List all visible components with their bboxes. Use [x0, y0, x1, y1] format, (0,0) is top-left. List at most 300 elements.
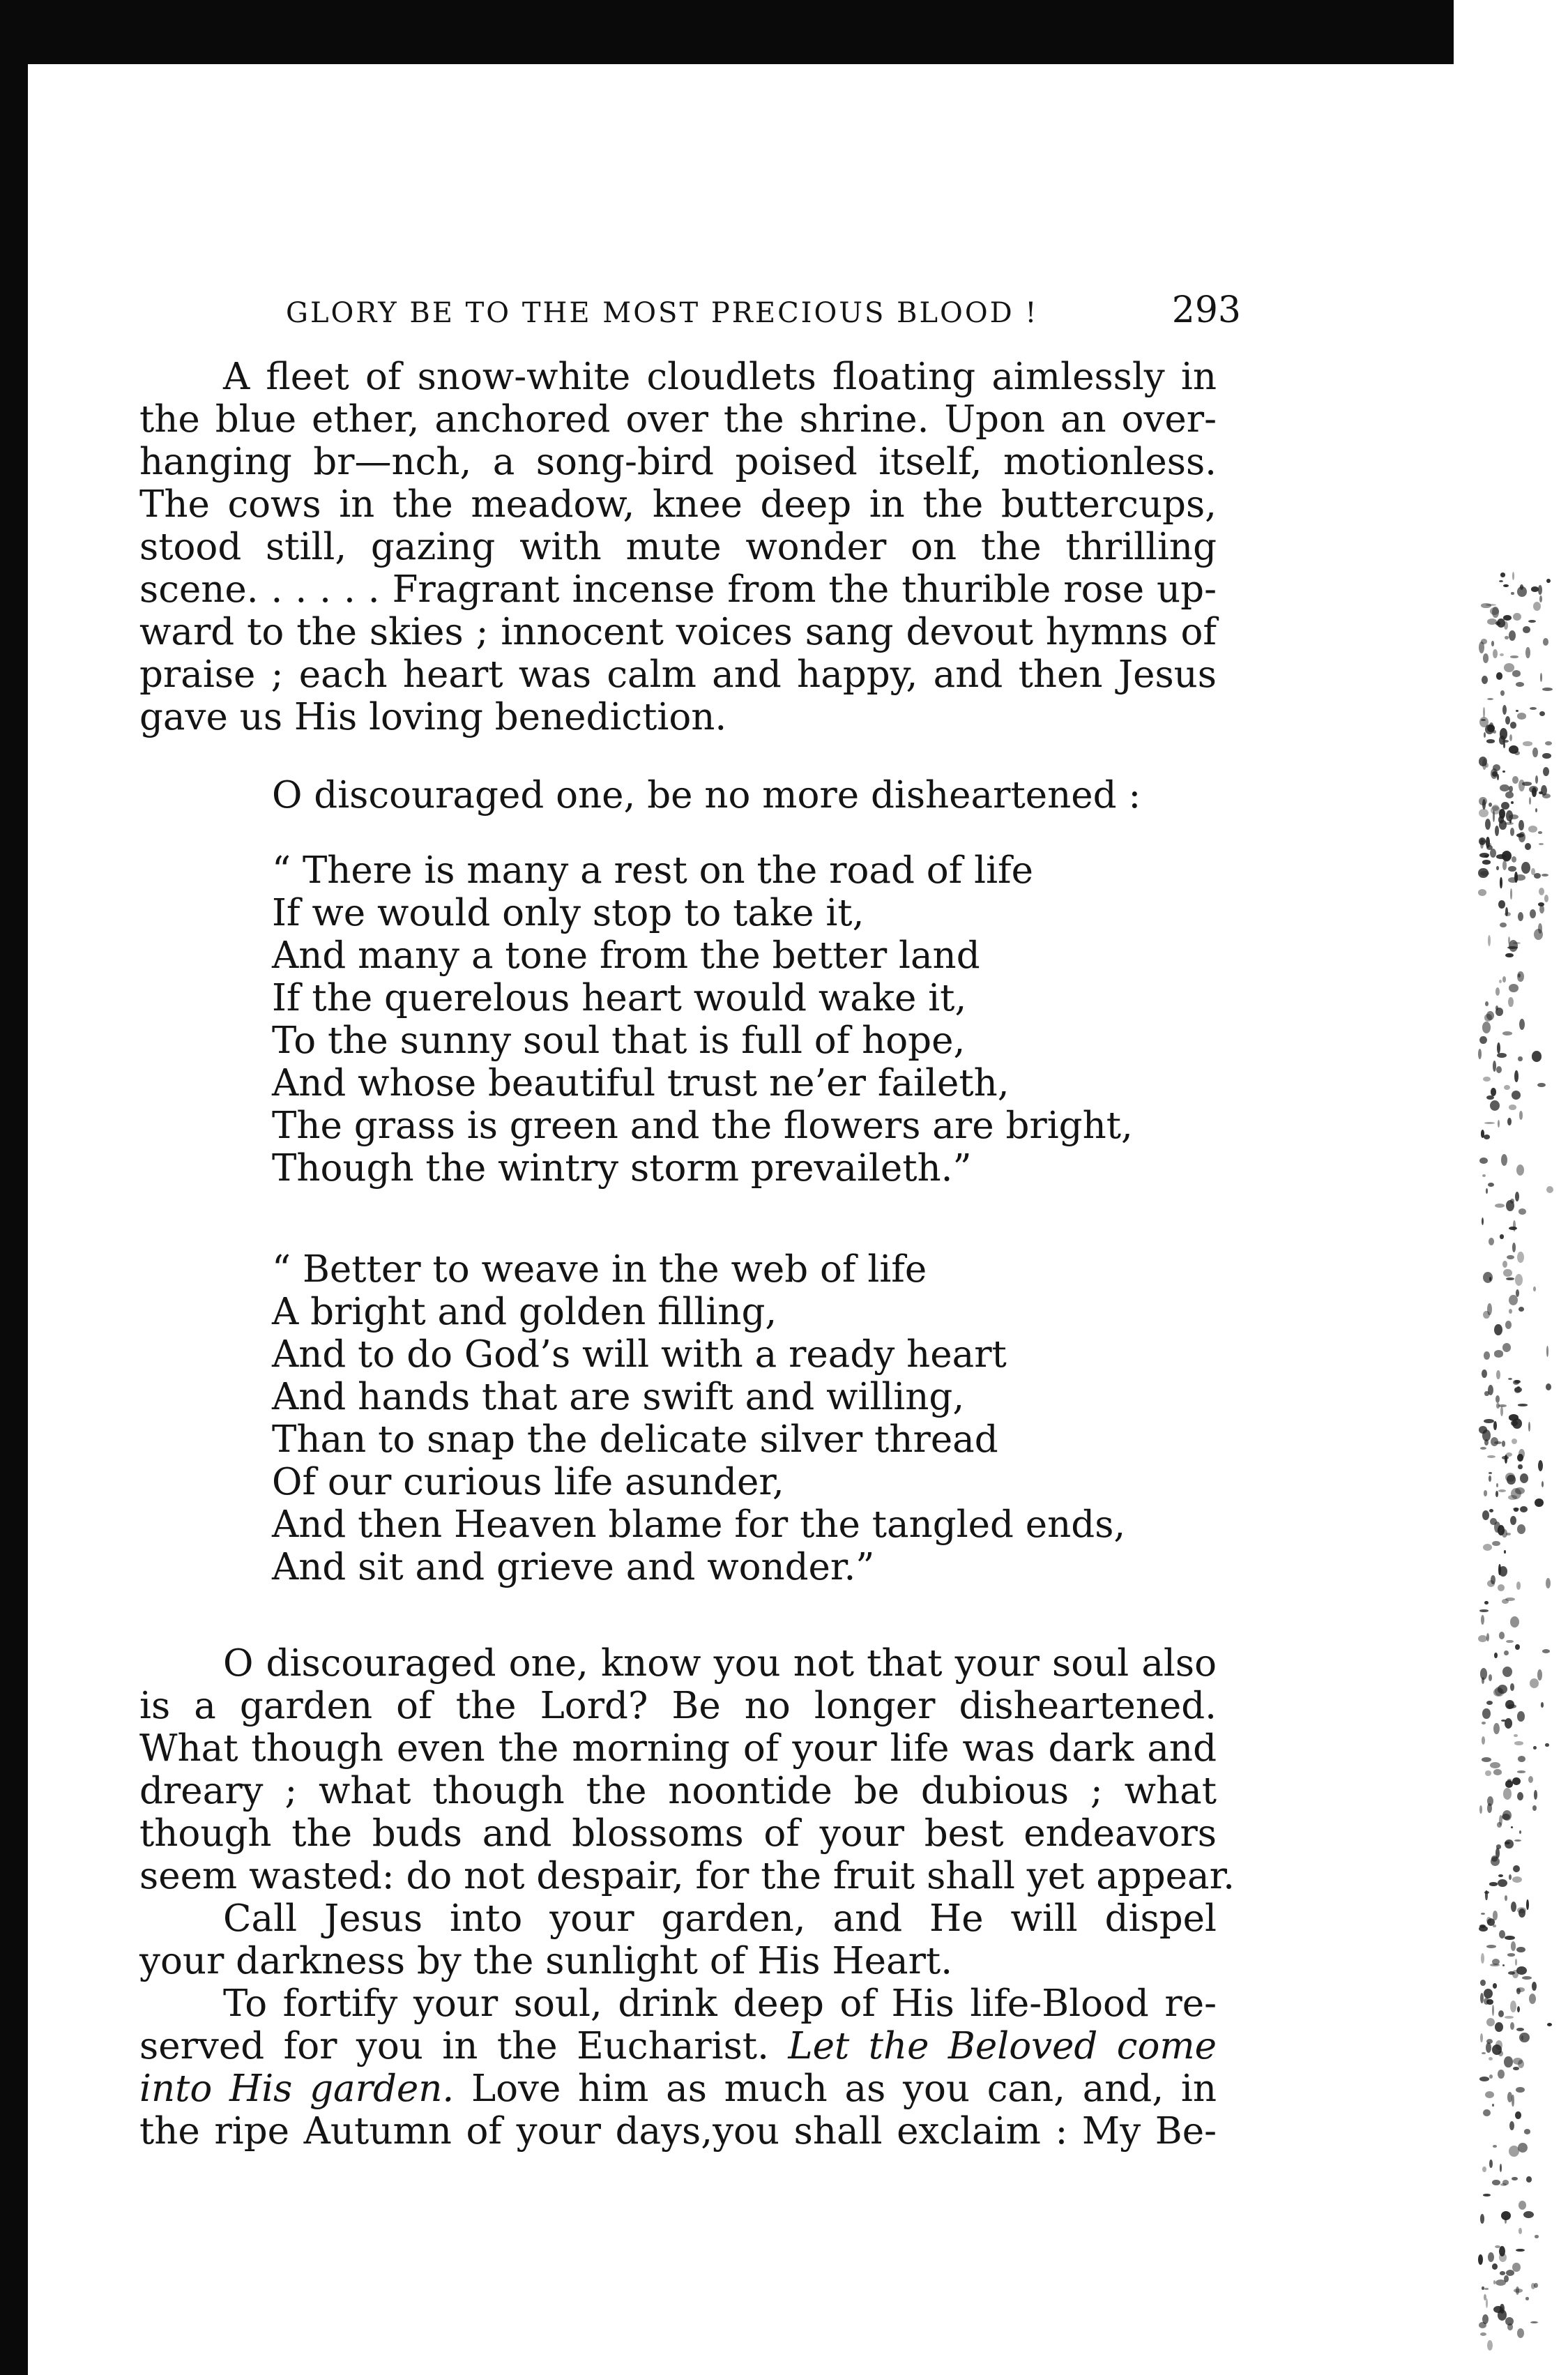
scan-speck: [1484, 1419, 1493, 1423]
scan-speck: [1546, 1383, 1551, 1390]
scan-speck: [1492, 2005, 1494, 2016]
scan-speck: [1515, 2111, 1521, 2119]
scan-speck: [1499, 980, 1502, 983]
scan-speck: [1483, 653, 1489, 663]
scan-speck: [1502, 1031, 1512, 1035]
scan-speck: [1532, 787, 1537, 796]
scan-speck: [1510, 722, 1516, 729]
scan-speck: [1525, 647, 1530, 658]
scan-speck: [1496, 866, 1499, 870]
text-line: hanging br—nch, a song-bird poised itself, motionless.: [139, 441, 1217, 483]
verse-line: “ There is many a rest on the road of life: [272, 849, 1034, 892]
scan-speck: [1542, 1481, 1544, 1487]
scan-speck: [1481, 719, 1486, 721]
scan-speck: [1479, 1805, 1482, 1814]
scan-speck: [1479, 642, 1484, 653]
scan-speck: [1512, 670, 1521, 677]
scan-speck: [1502, 1599, 1509, 1604]
scan-speck: [1519, 1019, 1525, 1030]
scan-speck: [1489, 1475, 1492, 1482]
scan-speck: [1482, 1369, 1487, 1379]
scan-speck: [1517, 2006, 1520, 2013]
scan-speck: [1480, 2332, 1486, 2336]
scan-speck: [1495, 1006, 1498, 1010]
scan-speck: [1483, 1272, 1493, 1283]
scan-speck: [1523, 626, 1530, 633]
scan-speck: [1502, 1261, 1507, 1268]
scan-speck: [1492, 2263, 1498, 2270]
scan-speck: [1505, 791, 1514, 798]
scan-speck: [1478, 1635, 1487, 1643]
scan-speck: [1515, 1192, 1519, 1201]
scan-speck: [1510, 2001, 1516, 2012]
scan-speck: [1510, 1683, 1514, 1691]
scan-speck: [1483, 1544, 1492, 1551]
scan-speck: [1506, 1277, 1514, 1281]
scan-speck: [1498, 1685, 1507, 1693]
scan-speck: [1485, 1770, 1491, 1775]
scan-speck: [1500, 2164, 1502, 2173]
scan-speck: [1543, 767, 1550, 776]
scan-speck: [1542, 874, 1549, 877]
scan-speck: [1516, 2249, 1525, 2252]
scan-speck: [1533, 1287, 1536, 1291]
scan-speck: [1513, 613, 1521, 621]
scan-speck: [1497, 1042, 1500, 1054]
scan-speck: [1514, 1508, 1518, 1511]
scan-speck: [1506, 1640, 1514, 1644]
scan-speck: [1518, 1464, 1523, 1470]
scan-speck: [1504, 2056, 1512, 2068]
scan-speck: [1539, 711, 1545, 716]
scan-speck: [1546, 1578, 1551, 1588]
scan-speck: [1531, 2283, 1536, 2290]
scan-speck: [1525, 2297, 1530, 2300]
scan-speck: [1503, 742, 1506, 748]
scan-speck: [1512, 1777, 1521, 1785]
scan-speck: [1482, 1022, 1491, 1033]
scan-speck: [1482, 2052, 1486, 2054]
scan-speck: [1519, 1830, 1521, 1834]
scan-speck: [1505, 1839, 1514, 1849]
scan-speck: [1505, 1455, 1507, 1464]
scan-speck: [1489, 2160, 1493, 2169]
text-line: the ripe Autumn of your days,you shall exclaim : My Be-: [139, 2110, 1217, 2153]
scan-speck: [1534, 1790, 1538, 1800]
scan-speck: [1479, 1036, 1487, 1045]
scan-speck: [1491, 641, 1494, 646]
scan-speck: [1502, 976, 1506, 982]
scan-speck: [1500, 1406, 1503, 1416]
text-line: Call Jesus into your garden, and He will dispel: [223, 1897, 1217, 1940]
scan-speck: [1511, 592, 1514, 595]
scan-speck: [1495, 1204, 1505, 1208]
scan-speck: [1489, 2074, 1493, 2079]
scan-speck: [1502, 1343, 1511, 1352]
scan-speck: [1497, 774, 1499, 780]
scan-speck: [1492, 1541, 1500, 1547]
scan-speck: [1500, 2271, 1505, 2275]
scan-speck: [1544, 895, 1549, 902]
scan-speck: [1510, 1516, 1516, 1526]
scan-speck: [1517, 1711, 1525, 1722]
scan-speck: [1516, 1987, 1525, 1992]
scan-speck: [1502, 2180, 1509, 2185]
scan-speck: [1498, 1120, 1500, 1128]
scan-speck: [1504, 1085, 1510, 1090]
scan-speck: [1485, 1001, 1489, 1006]
scan-speck: [1518, 1404, 1528, 1406]
verse-line: If we would only stop to take it,: [272, 892, 865, 934]
scan-speck: [1485, 763, 1489, 768]
scan-speck: [1513, 2058, 1523, 2065]
scan-speck: [1487, 2340, 1493, 2351]
scan-speck: [1484, 732, 1486, 738]
scan-speck: [1479, 1158, 1488, 1164]
text-line: the blue ether, anchored over the shrine. Upon an over-: [139, 398, 1217, 441]
scan-speck: [1514, 2289, 1523, 2293]
scan-speck: [1511, 1488, 1521, 1499]
scan-speck: [1546, 579, 1551, 583]
scan-speck: [1499, 1632, 1505, 1639]
scan-speck: [1500, 2304, 1505, 2314]
scan-speck: [1482, 1510, 1490, 1520]
italic-text-run: Let the Beloved come: [788, 2025, 1217, 2067]
text-line: O discouraged one, know you not that your soul also: [223, 1642, 1217, 1685]
scan-speck: [1493, 2145, 1497, 2148]
scan-speck: [1510, 1199, 1514, 1204]
scan-speck: [1535, 2235, 1539, 2238]
text-line: seem wasted: do not despair, for the fruit shall yet appear.: [139, 1855, 1235, 1897]
scan-speck: [1480, 1668, 1487, 1680]
scan-speck: [1499, 1566, 1507, 1577]
scan-speck: [1514, 1734, 1518, 1737]
text-line: gave us His loving benediction.: [139, 696, 727, 738]
scan-speck: [1516, 2087, 1525, 2093]
scan-speck: [1478, 1049, 1482, 1059]
scan-speck: [1482, 860, 1491, 864]
scan-speck: [1482, 676, 1489, 685]
scan-speck: [1484, 1439, 1489, 1446]
scan-speck: [1511, 1420, 1518, 1426]
scan-speck: [1487, 1455, 1495, 1458]
verse-line: And sit and grieve and wonder.”: [272, 1546, 875, 1588]
scan-speck: [1512, 856, 1517, 863]
scan-speck: [1499, 1815, 1502, 1826]
scan-speck: [1525, 843, 1531, 851]
scan-speck: [1492, 2104, 1495, 2107]
scan-speck: [1509, 630, 1516, 641]
scan-speck: [1514, 1070, 1518, 1082]
verse-line: And hands that are swift and willing,: [272, 1376, 965, 1418]
scan-speck: [1493, 1769, 1502, 1775]
scan-speck: [1489, 1472, 1492, 1475]
scan-speck: [1514, 872, 1518, 883]
scan-speck: [1512, 1876, 1522, 1883]
scan-speck: [1530, 707, 1537, 710]
scan-speck: [1489, 1509, 1493, 1512]
scan-speck: [1513, 2067, 1519, 2070]
scan-speck: [1519, 1111, 1523, 1119]
scan-speck: [1486, 2018, 1495, 2026]
scan-speck: [1502, 1810, 1512, 1821]
scan-speck: [1546, 1186, 1553, 1194]
scan-speck: [1505, 716, 1510, 724]
scan-speck: [1502, 705, 1507, 715]
verse-line: “ Better to weave in the web of life: [272, 1248, 927, 1291]
scan-speck: [1518, 1056, 1523, 1062]
scan-speck: [1483, 2109, 1491, 2117]
verse-line: To the sunny soul that is full of hope,: [272, 1019, 966, 1062]
scan-speck: [1482, 1736, 1486, 1745]
scan-speck: [1518, 1307, 1524, 1312]
scan-speck: [1519, 2033, 1530, 2042]
scan-speck: [1498, 1874, 1503, 1877]
scan-speck: [1506, 1533, 1511, 1535]
scan-speck: [1484, 2288, 1488, 2291]
scan-speck: [1516, 833, 1524, 837]
scan-speck: [1484, 1989, 1493, 1998]
text-run: served for you in the Eucharist.: [139, 2025, 769, 2067]
scan-speck: [1503, 1788, 1512, 1800]
scan-speck: [1512, 1439, 1517, 1444]
scan-speck: [1480, 871, 1489, 876]
scan-speck: [1509, 1105, 1517, 1110]
scan-speck: [1509, 1227, 1517, 1230]
scan-speck: [1513, 1865, 1520, 1872]
scan-speck: [1500, 690, 1505, 697]
scan-speck: [1492, 2180, 1500, 2186]
text-line: stood still, gazing with mute wonder on the thrilling: [139, 526, 1217, 568]
scan-speck: [1517, 1454, 1523, 1462]
scan-speck: [1496, 1844, 1502, 1849]
scan-speck: [1491, 1088, 1497, 1096]
scan-speck: [1534, 929, 1543, 940]
scan-speck: [1505, 953, 1514, 958]
scan-speck: [1486, 2042, 1491, 2054]
scan-speck: [1510, 828, 1514, 836]
verse-line: And many a tone from the better land: [272, 934, 980, 977]
scan-speck: [1502, 1964, 1505, 1966]
verse-line: And whose beautiful trust ne’er faileth,: [272, 1062, 1010, 1105]
scan-speck: [1482, 1708, 1490, 1719]
scan-speck: [1483, 707, 1486, 718]
scan-speck: [1491, 1575, 1495, 1584]
scan-speck: [1486, 1095, 1494, 1100]
scan-speck: [1511, 1826, 1513, 1828]
scan-speck: [1498, 1404, 1507, 1407]
scan-speck: [1539, 888, 1545, 896]
scan-speck: [1528, 620, 1537, 623]
scan-speck: [1535, 775, 1538, 783]
scan-speck: [1532, 748, 1538, 758]
scan-edge-noise: [1450, 572, 1555, 2343]
scan-speck: [1481, 1913, 1485, 1915]
scan-speck: [1486, 1701, 1493, 1705]
scan-speck: [1505, 1895, 1507, 1901]
scan-speck: [1533, 602, 1541, 612]
scan-speck: [1496, 1370, 1500, 1379]
verse-line: Of our curious life asunder,: [272, 1461, 784, 1503]
scan-speck: [1515, 1644, 1520, 1651]
text-line: [139, 2025, 1217, 2067]
scan-speck: [1484, 1490, 1488, 1496]
scan-speck: [1516, 710, 1518, 712]
scan-speck: [1485, 819, 1491, 830]
scan-speck: [1500, 653, 1504, 656]
italic-text-run: into His garden.: [139, 2067, 455, 2110]
scan-speck: [1509, 2121, 1514, 2130]
scan-speck: [1479, 1609, 1489, 1612]
closing-paragraphs: [139, 1642, 1235, 2153]
verse-line: And then Heaven blame for the tangled ends,: [272, 1503, 1126, 1546]
page-number: 293: [1171, 289, 1241, 331]
scan-speck: [1480, 2214, 1484, 2224]
scan-speck: [1480, 839, 1484, 849]
scan-speck: [1496, 672, 1502, 679]
scan-speck: [1535, 1498, 1544, 1507]
scan-speck: [1516, 1947, 1525, 1952]
scan-speck: [1532, 1805, 1537, 1811]
scan-speck: [1505, 912, 1512, 917]
scan-speck: [1496, 1066, 1502, 1074]
scan-speck: [1486, 2298, 1488, 2308]
scan-speck: [1512, 1091, 1521, 1100]
scan-speck: [1530, 1678, 1539, 1688]
scan-speck: [1542, 794, 1551, 798]
scan-speck: [1509, 2146, 1519, 2157]
scan-speck: [1488, 935, 1491, 946]
scan-speck: [1517, 1792, 1523, 1800]
text-line: A fleet of snow-white cloudlets floating aimlessly in: [223, 356, 1217, 398]
scan-speck: [1498, 1879, 1507, 1887]
scan-speck: [1495, 2022, 1503, 2032]
scan-speck: [1480, 1447, 1486, 1450]
text-line: is a garden of the Lord? Be no longer disheartened.: [139, 1685, 1217, 1727]
scan-speck: [1498, 900, 1505, 908]
scan-speck: [1510, 2022, 1514, 2031]
scan-speck: [1504, 1550, 1507, 1554]
scan-speck: [1509, 734, 1512, 741]
verse-line: And to do God’s will with a ready heart: [272, 1333, 1007, 1376]
scan-speck: [1503, 1269, 1512, 1277]
scan-speck: [1478, 889, 1486, 896]
scan-speck: [1498, 2051, 1503, 2057]
scan-speck: [1540, 673, 1542, 682]
scan-speck: [1484, 1135, 1490, 1139]
scan-speck: [1481, 1953, 1485, 1964]
scan-speck: [1507, 1953, 1516, 1956]
scan-speck: [1545, 741, 1552, 745]
scan-speck: [1510, 1616, 1519, 1628]
scan-speck: [1517, 586, 1527, 597]
scan-speck: [1482, 1757, 1492, 1762]
scan-speck: [1539, 905, 1544, 913]
scan-speck: [1517, 1386, 1520, 1388]
scan-speck: [1480, 1980, 1486, 1987]
scan-speck: [1486, 1011, 1494, 1021]
scan-speck: [1541, 1702, 1544, 1708]
paragraph-1: [139, 356, 1217, 738]
scan-speck: [1498, 1489, 1506, 1492]
intro-line: O discouraged one, be no more disheartened :: [272, 774, 1141, 817]
verse-2: [272, 1248, 1125, 1588]
scan-speck: [1493, 1925, 1496, 1928]
scan-speck: [1529, 1994, 1536, 2004]
scan-speck: [1485, 2091, 1494, 2098]
scan-speck: [1543, 638, 1549, 646]
scan-speck: [1518, 912, 1523, 921]
text-line: dreary ; what though the noontide be dubious ; what: [139, 1770, 1217, 1812]
scan-speck: [1489, 1238, 1494, 1245]
scan-speck: [1528, 1422, 1530, 1432]
scan-speck: [1518, 820, 1524, 831]
scan-speck: [1520, 1473, 1529, 1483]
scan-speck: [1495, 1395, 1500, 1404]
scan-speck: [1500, 877, 1502, 888]
verse-line: Than to snap the delicate silver thread: [272, 1418, 998, 1461]
scan-speck: [1517, 1252, 1523, 1263]
text-line: ward to the skies ; innocent voices sang devout hymns of: [139, 611, 1217, 653]
scan-speck: [1523, 741, 1533, 746]
scan-speck: [1517, 971, 1524, 982]
scan-border-left: [0, 0, 28, 2375]
scan-speck: [1487, 1803, 1492, 1813]
scan-speck: [1486, 1188, 1489, 1194]
scan-speck: [1539, 843, 1544, 845]
scan-speck: [1517, 1524, 1525, 1534]
scan-speck: [1486, 1917, 1491, 1925]
scan-speck: [1526, 1899, 1529, 1910]
scan-speck: [1487, 698, 1493, 700]
scan-speck: [1495, 826, 1499, 836]
scan-speck: [1498, 1525, 1505, 1535]
scan-speck: [1493, 1421, 1497, 1430]
scan-speck: [1507, 1118, 1512, 1125]
scan-speck: [1496, 854, 1506, 859]
scan-speck: [1516, 1164, 1525, 1176]
scan-speck: [1530, 909, 1536, 918]
scan-speck: [1545, 1743, 1549, 1747]
scan-speck: [1512, 2177, 1518, 2180]
text-line: [139, 2067, 1217, 2110]
scan-speck: [1529, 797, 1531, 805]
scan-speck: [1491, 1857, 1500, 1866]
scan-speck: [1514, 751, 1519, 755]
text-line: praise ; each heart was calm and happy, and then Jesus: [139, 653, 1217, 696]
scan-speck: [1500, 784, 1509, 792]
scan-speck: [1516, 682, 1525, 687]
scan-speck: [1493, 649, 1498, 658]
scan-speck: [1487, 1303, 1492, 1315]
scan-speck: [1513, 1380, 1520, 1385]
scan-speck: [1502, 1441, 1506, 1447]
verse-line: The grass is green and the flowers are bright,: [272, 1105, 1133, 1147]
scan-speck: [1517, 2328, 1524, 2338]
scan-speck: [1532, 1982, 1537, 1991]
text-line: What though even the morning of your life was dark and: [139, 1727, 1217, 1770]
text-line: your darkness by the sunlight of His Heart.: [139, 1940, 953, 1982]
scan-speck: [1490, 1100, 1500, 1111]
scan-speck: [1518, 2228, 1522, 2234]
text-line: scene. . . . . . Fragrant incense from the thurible rose up-: [139, 568, 1217, 611]
scan-speck: [1494, 1350, 1504, 1357]
scan-speck: [1526, 2176, 1532, 2182]
scan-speck: [1493, 810, 1495, 822]
scan-speck: [1505, 2016, 1514, 2019]
scan-speck: [1507, 2323, 1512, 2331]
scan-speck: [1482, 1217, 1484, 1225]
